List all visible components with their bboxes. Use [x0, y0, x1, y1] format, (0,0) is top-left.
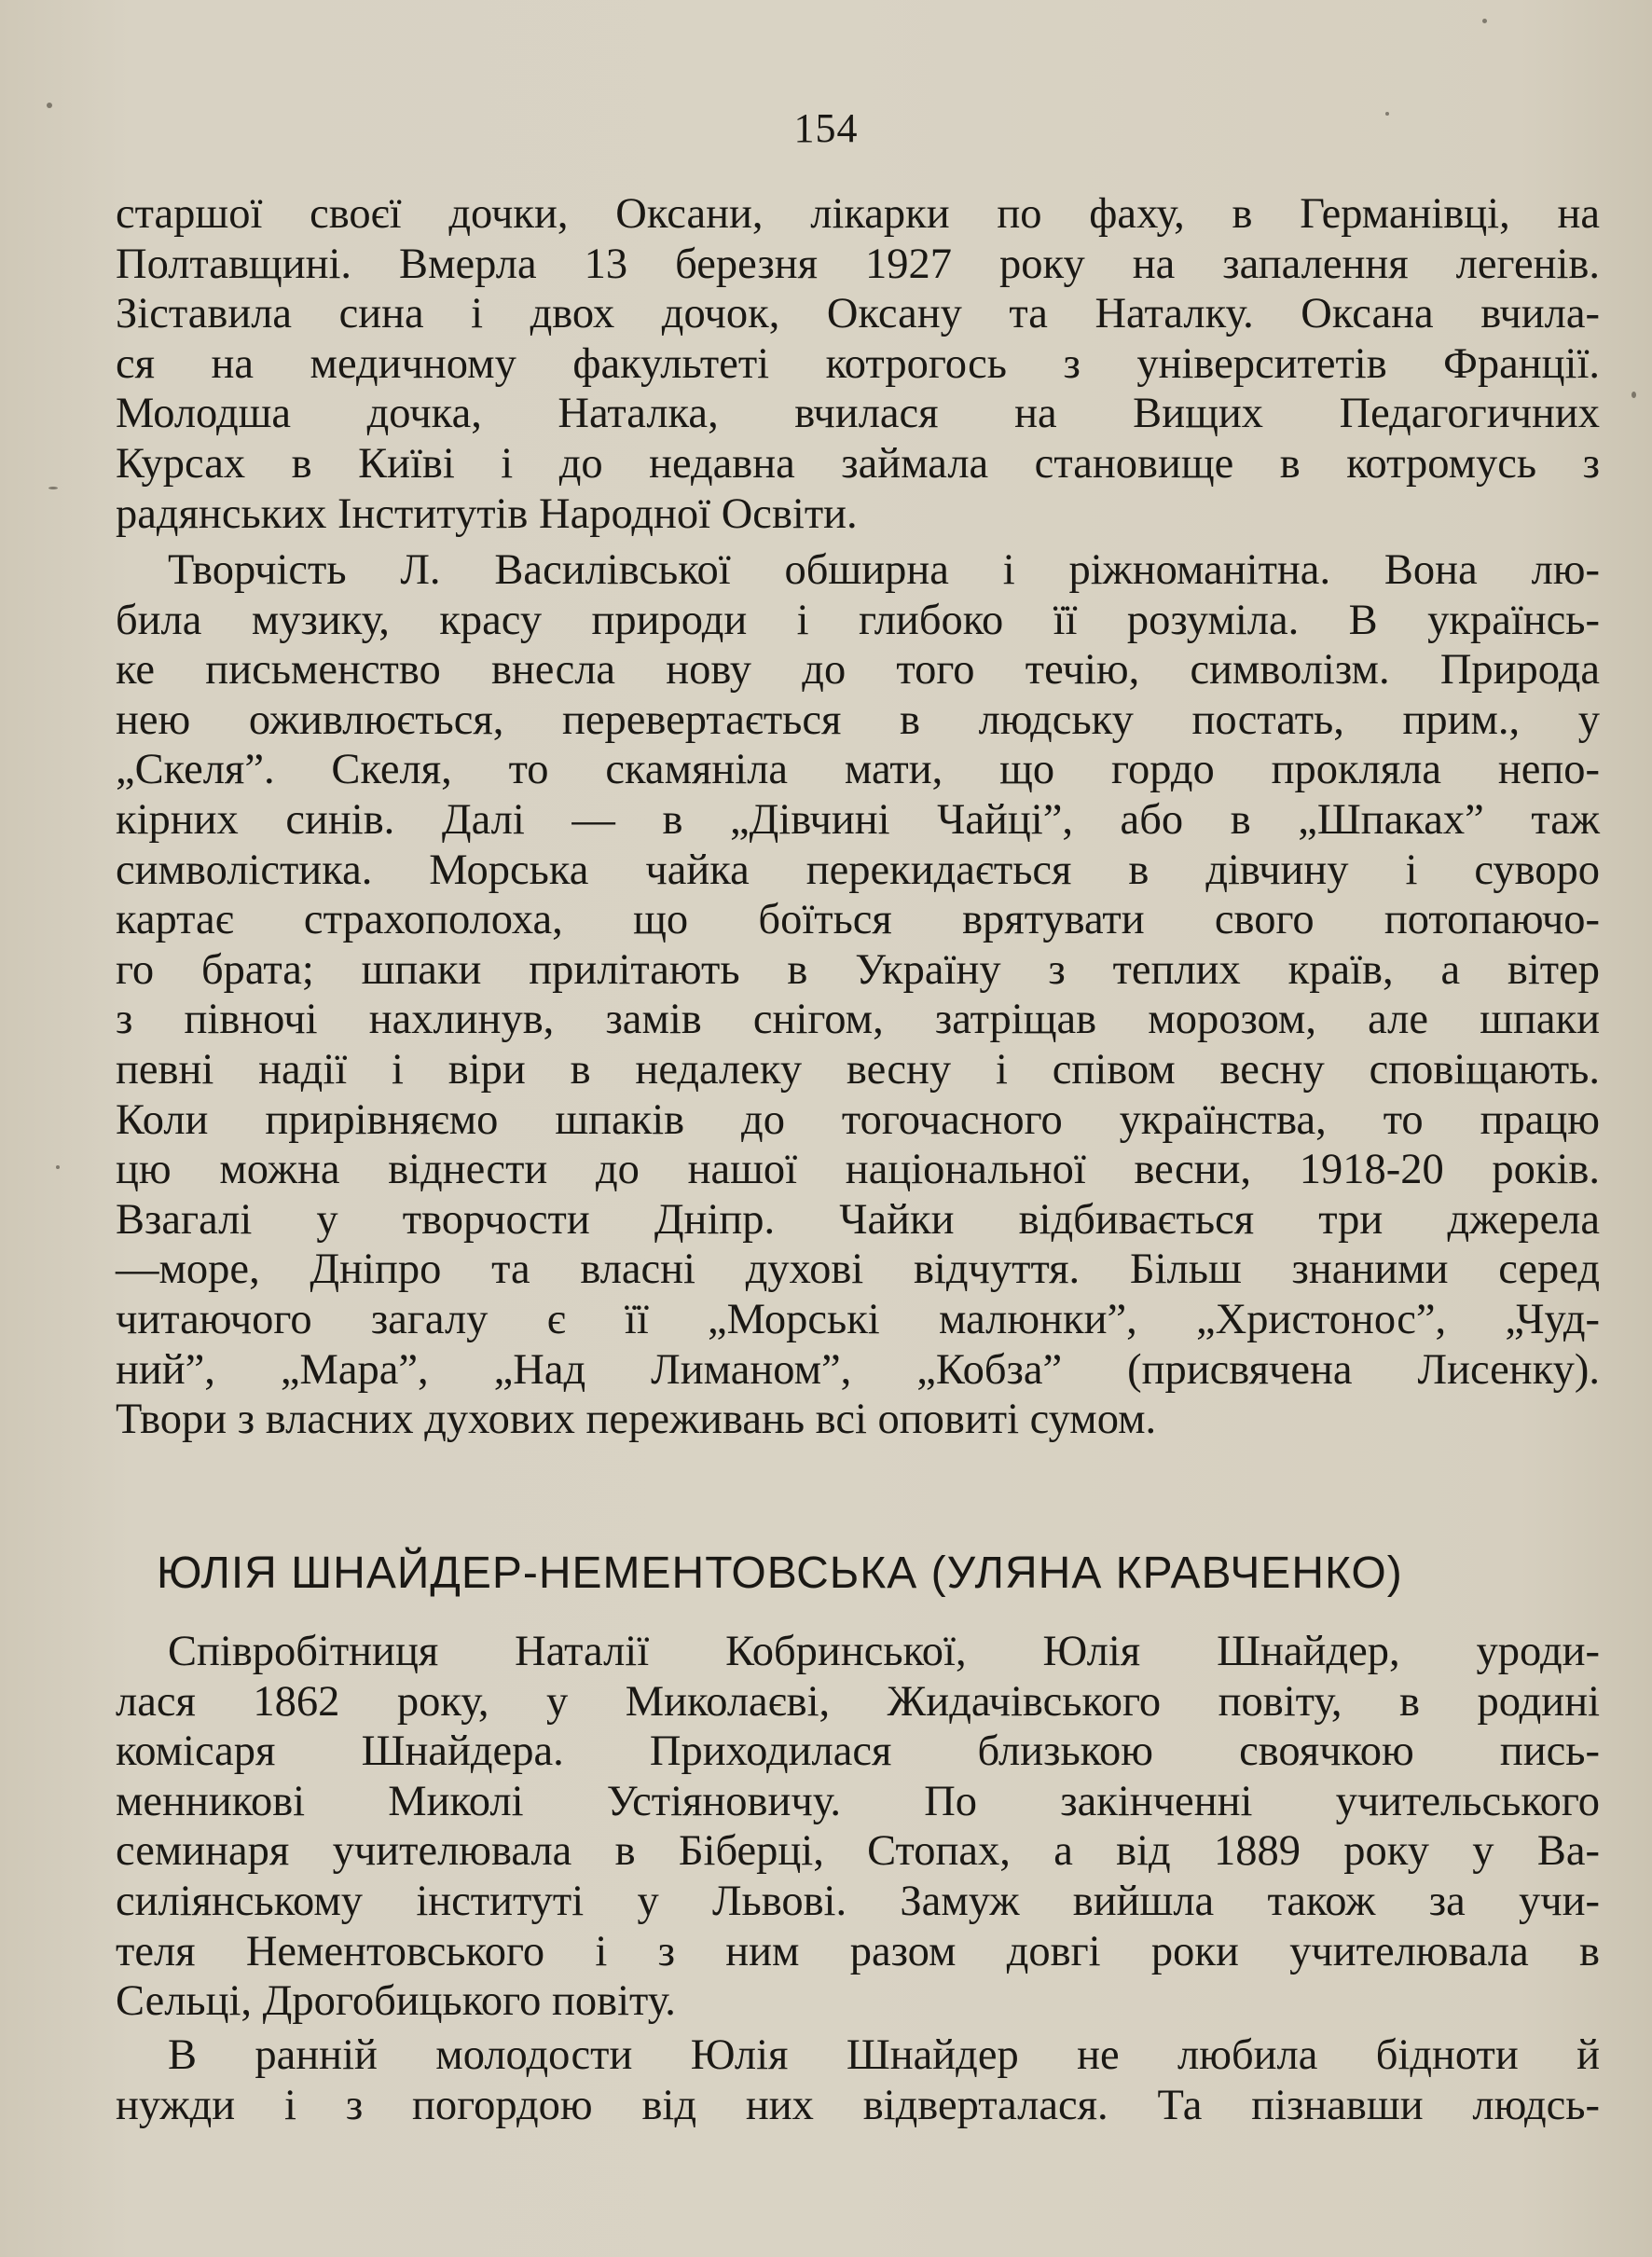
text-line: Коли прирівняємо шпаків до тогочасного українства, то працю	[116, 1095, 1600, 1144]
text-line: цю можна віднести до нашої національної весни, 1918-20 років.	[116, 1146, 1600, 1194]
text-line: читаючого загалу є її „Морські малюнки”, „Христонос”, „Чуд-	[116, 1295, 1600, 1343]
text-line: нею оживлюється, перевертається в людську постать, прим., у	[116, 695, 1600, 744]
text-line: ний”, „Мара”, „Над Лиманом”, „Кобза” (присвячена Лисенку).	[116, 1345, 1600, 1394]
text-line: Молодша дочка, Наталка, вчилася на Вищих Педагогичних	[116, 390, 1600, 438]
section-heading: ЮЛІЯ ШНАЙДЕР-НЕМЕНТОВСЬКА (УЛЯНА КРАВЧЕНКО)	[157, 1548, 1403, 1598]
text-line: „Скеля”. Скеля, то скамяніла мати, що гордо прокляла непо-	[116, 746, 1600, 794]
paragraph-4	[116, 2030, 1600, 2130]
text-line: Творчість Л. Василівської обширна і ріжноманітна. Вона лю-	[168, 546, 1600, 594]
paper-speck	[47, 103, 52, 108]
text-line: Твори з власних духових переживань всі оповиті сумом.	[116, 1396, 1157, 1444]
text-line: кірних синів. Далі — в „Дівчині Чайці”, або в „Шпаках” таж	[116, 795, 1600, 844]
text-line: Полтавщині. Вмерла 13 березня 1927 року на запалення легенів.	[116, 240, 1600, 288]
text-line: символістика. Морська чайка перекидається в дівчину і суворо	[116, 846, 1600, 894]
text-line: старшої своєї дочки, Оксани, лікарки по фаху, в Германівці, на	[116, 190, 1600, 238]
text-line: комісаря Шнайдера. Приходилася близькою своячкою пись-	[116, 1727, 1600, 1776]
text-line: ке письменство внесла нову до того течію, символізм. Природа	[116, 646, 1600, 695]
text-line: В ранній молодости Юлія Шнайдер не любила бідноти й	[168, 2031, 1600, 2079]
text-line: лася 1862 року, у Миколаєві, Жидачівського повіту, в родині	[116, 1677, 1600, 1726]
paragraph-3	[116, 1627, 1600, 2027]
text-line: менникові Миколі Устіяновичу. По закінченні учительського	[116, 1777, 1600, 1825]
paper-speck	[48, 487, 58, 489]
paper-speck	[1482, 19, 1487, 23]
text-line: Сельці, Дрогобицького повіту.	[116, 1977, 676, 2026]
paragraph-1	[116, 189, 1600, 539]
text-line: била музику, красу природи і глибоко її розуміла. В українсь-	[116, 596, 1600, 644]
text-line: Зіставила сина і двох дочок, Оксану та Наталку. Оксана вчила-	[116, 290, 1600, 338]
text-line: теля Нементовського і з ним разом довгі роки учителювала в	[116, 1927, 1600, 1975]
paper-speck	[56, 1165, 60, 1169]
paper-speck	[1385, 112, 1389, 116]
text-line: го брата; шпаки прилітають в Україну з теплих країв, а вітер	[116, 945, 1600, 994]
text-line: з півночі нахлинув, замів снігом, затріщав морозом, але шпаки	[116, 996, 1600, 1044]
text-line: —море, Дніпро та власні духові відчуття. Більш знаними серед	[116, 1245, 1600, 1294]
text-line: радянських Інститутів Народної Освіти.	[116, 489, 858, 538]
paragraph-2	[116, 545, 1600, 1445]
text-line: нужди і з погордою від них відверталася. Та пізнавши людсь-	[116, 2081, 1600, 2129]
text-line: ся на медичному факультеті котрогось з університетів Франції.	[116, 339, 1600, 388]
text-line: картає страхополоха, що боїться врятувати свого потопаючо-	[116, 896, 1600, 944]
text-line: певні надії і віри в недалеку весну і співом весну сповіщають.	[116, 1045, 1600, 1094]
text-line: Співробітниця Наталії Кобринської, Юлія Шнайдер, уроди-	[168, 1628, 1600, 1675]
text-line: Взагалі у творчости Дніпр. Чайки відбивається три джерела	[116, 1195, 1600, 1244]
page-number: 154	[793, 105, 859, 151]
text-line: семинаря учителювала в Біберці, Стопах, а від 1889 року у Ва-	[116, 1827, 1600, 1876]
text-line: силіянському інституті у Львові. Замуж вийшла також за учи-	[116, 1877, 1600, 1925]
paper-speck	[1631, 392, 1636, 398]
text-line: Курсах в Київі і до недавна займала становище в котромусь з	[116, 439, 1600, 488]
